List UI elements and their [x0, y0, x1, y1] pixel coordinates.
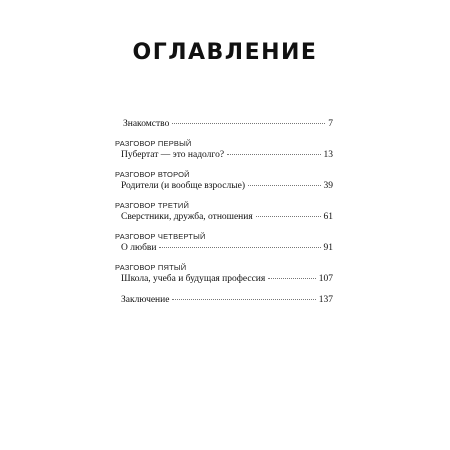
dot-leader: [256, 216, 321, 217]
toc-page-number: 7: [328, 119, 333, 129]
toc-line: [115, 180, 333, 193]
toc-section-label: РАЗГОВОР ТРЕТИЙ: [115, 201, 190, 210]
toc-line: [115, 242, 333, 255]
toc-entry-title: О любви: [121, 243, 157, 253]
toc-section-label: РАЗГОВОР ПЕРВЫЙ: [115, 139, 192, 148]
toc-entry-5: [115, 263, 333, 286]
toc-page-number: 107: [318, 274, 333, 284]
toc-entry-title: Родители (и вообще взрослые): [121, 181, 245, 191]
toc-page-number: 13: [323, 150, 333, 160]
toc-line: [115, 149, 333, 162]
toc-line: [115, 294, 333, 307]
toc-entry-title: Заключение: [121, 295, 170, 305]
toc-page-number: 61: [323, 212, 333, 222]
dot-leader: [172, 123, 325, 124]
page-title: ОГЛАВЛЕНИЕ: [132, 40, 318, 65]
dot-leader: [172, 299, 315, 300]
dot-leader: [227, 154, 320, 155]
dot-leader: [248, 185, 321, 186]
toc-section-label: РАЗГОВОР ВТОРОЙ: [115, 170, 190, 179]
dot-leader: [268, 278, 316, 279]
toc-entry-intro: [115, 118, 333, 131]
toc-page-number: 137: [318, 295, 333, 305]
toc-entry-2: [115, 170, 333, 193]
toc-line: [115, 273, 333, 286]
toc-entry-title: Пубертат — это надолго?: [121, 150, 225, 160]
toc-line: [115, 211, 333, 224]
toc-entry-title: Знакомство: [123, 119, 170, 129]
toc-entry-title: Сверстники, дружба, отношения: [121, 212, 253, 222]
toc-entry-title: Школа, учеба и будущая профессия: [121, 274, 266, 284]
toc-section-label: РАЗГОВОР ПЯТЫЙ: [115, 263, 187, 272]
toc-section-label: РАЗГОВОР ЧЕТВЕРТЫЙ: [115, 232, 206, 241]
toc-line: [115, 118, 333, 131]
toc-entry-4: [115, 232, 333, 255]
dot-leader: [159, 247, 320, 248]
table-of-contents: [115, 118, 333, 315]
toc-entry-3: [115, 201, 333, 224]
toc-entry-1: [115, 139, 333, 162]
toc-entry-conclusion: [115, 294, 333, 307]
toc-page-number: 39: [323, 181, 333, 191]
toc-page-number: 91: [323, 243, 333, 253]
